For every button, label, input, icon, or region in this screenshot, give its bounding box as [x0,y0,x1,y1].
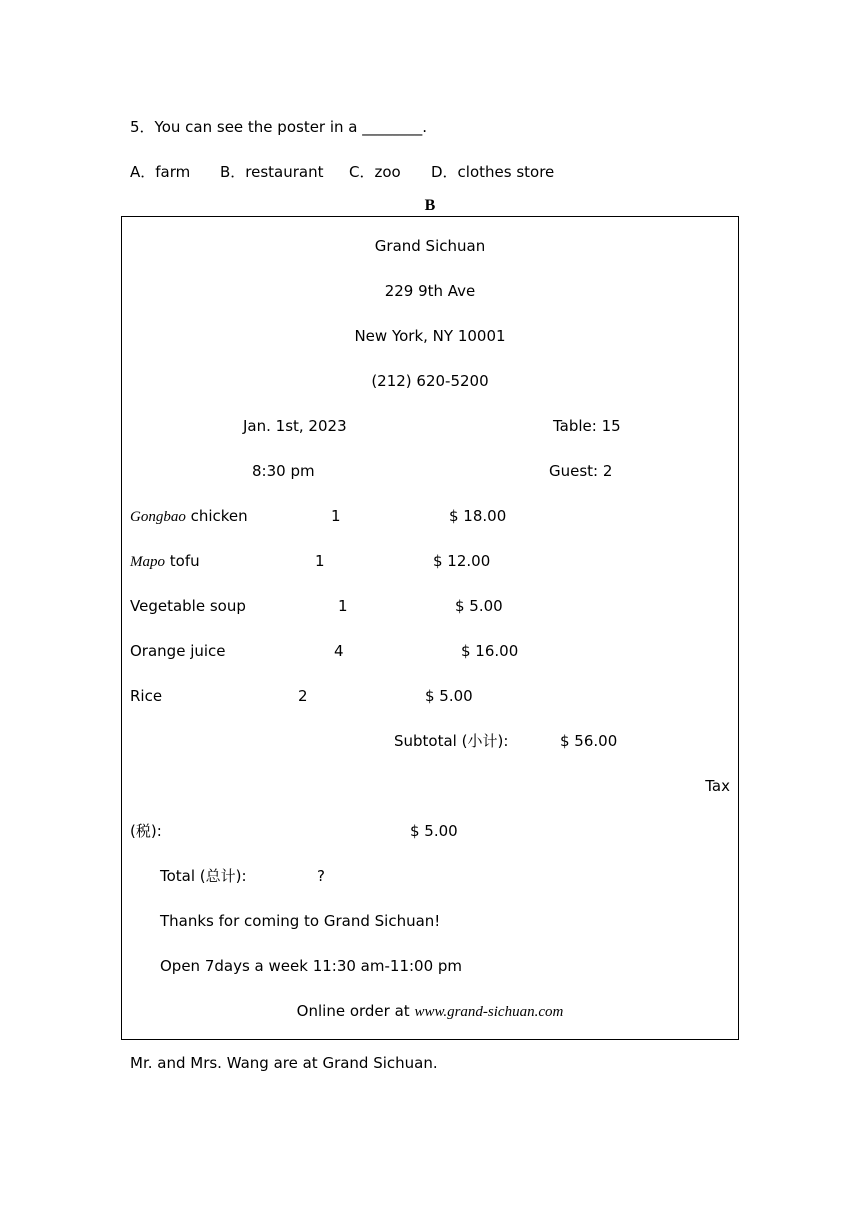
question-stem: 5．You can see the poster in a ________. [130,118,428,136]
item-name: Orange juice [130,642,226,660]
restaurant-address: 229 9th Ave [384,282,476,300]
option-a: A．farm [130,163,191,181]
item-qty: 1 [331,507,341,525]
item-qty: 4 [334,642,344,660]
option-c: C．zoo [349,163,401,181]
online-order-prefix: Online order at [296,1002,415,1020]
item-name: Rice [130,687,163,705]
tax-label-part2: (税): [130,822,162,840]
item-price: $ 5.00 [455,597,503,615]
subtotal-label: Subtotal (小计): [394,732,509,750]
thanks-text: Thanks for coming to Grand Sichuan! [160,912,441,930]
subtotal-value: $ 56.00 [560,732,618,750]
tax-label-part1: Tax [705,777,730,795]
receipt-guests: Guest: 2 [549,462,613,480]
item-name-rest: tofu [165,552,200,570]
item-price: $ 18.00 [449,507,507,525]
item-price: $ 12.00 [433,552,491,570]
item-qty: 2 [298,687,308,705]
restaurant-city: New York, NY 10001 [354,327,506,345]
hours-text: Open 7days a week 11:30 am-11:00 pm [160,957,463,975]
tax-value: $ 5.00 [410,822,458,840]
receipt-date: Jan. 1st, 2023 [243,417,347,435]
item-name [130,552,200,571]
item-name-italic: Mapo [130,554,165,570]
section-label: B [424,197,436,214]
option-b: B．restaurant [220,163,324,181]
receipt-table: Table: 15 [553,417,621,435]
total-label: Total (总计): [160,867,247,885]
item-qty: 1 [338,597,348,615]
restaurant-name: Grand Sichuan [374,237,486,255]
item-qty: 1 [315,552,325,570]
restaurant-phone: (212) 620-5200 [371,372,489,390]
passage-text: Mr. and Mrs. Wang are at Grand Sichuan. [130,1054,438,1072]
option-d: D．clothes store [431,163,555,181]
item-price: $ 5.00 [425,687,473,705]
online-order [121,1002,739,1021]
online-order-url: www.grand-sichuan.com [414,1004,564,1020]
item-name-rest: chicken [185,507,248,525]
item-price: $ 16.00 [461,642,519,660]
receipt-time: 8:30 pm [252,462,315,480]
item-name-italic: Gongbao [130,509,186,525]
item-name [130,507,248,526]
item-name: Vegetable soup [130,597,246,615]
total-value: ? [317,867,325,885]
